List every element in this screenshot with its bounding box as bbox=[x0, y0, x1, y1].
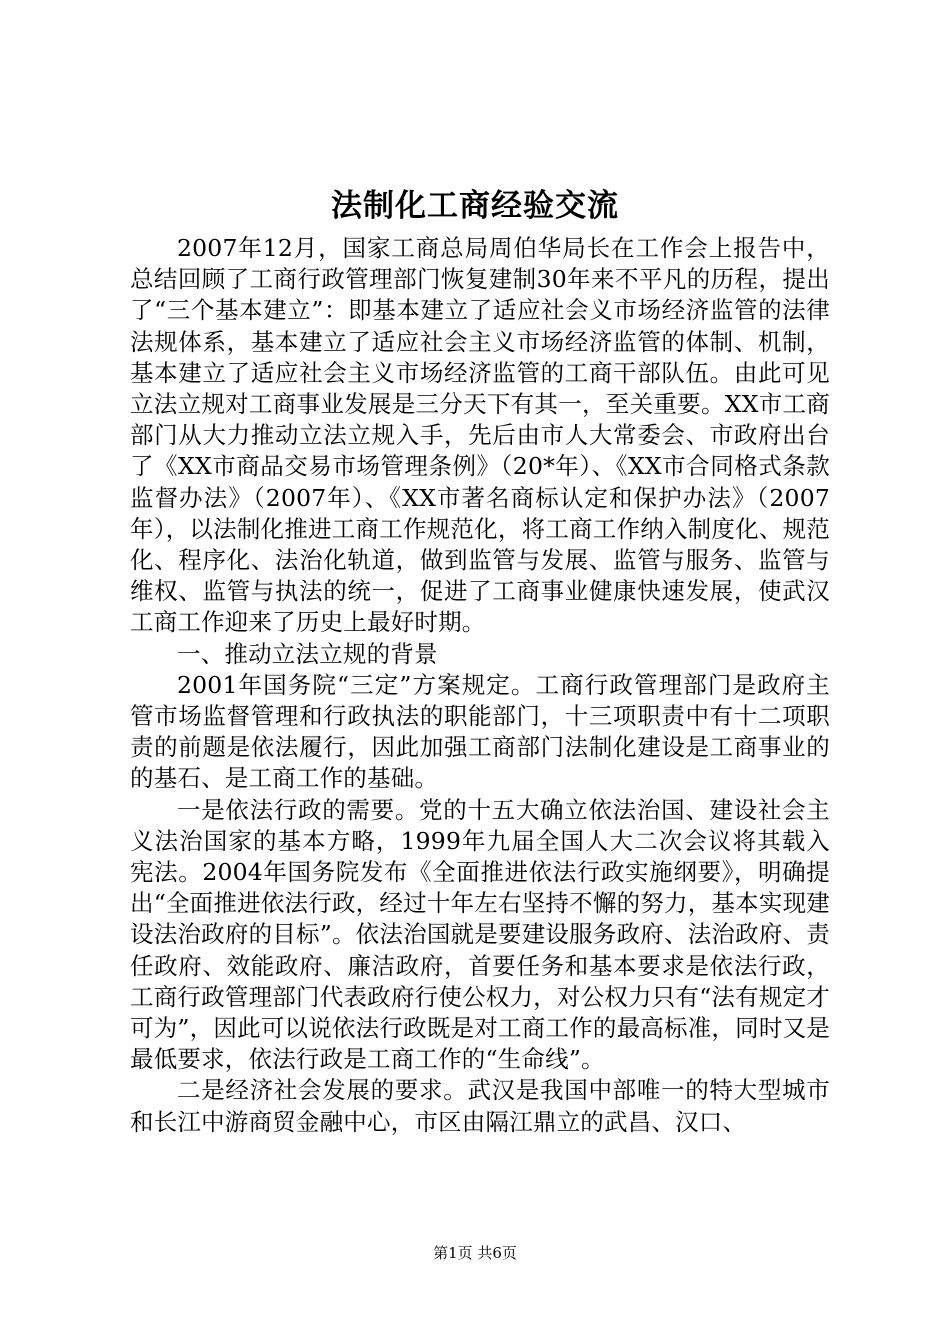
page-footer: 第1页 共6页 bbox=[433, 1244, 517, 1262]
paragraph-intro: 2007年12月，国家工商总局周伯华局长在工作会上报告中，总结回顾了工商行政管理部门恢复建制30年来不平凡的历程，提出了“三个基本建立”：即基本建立了适应社会义市场经济监管的法律法规体系，基本建立了适应社会主义市场经济监管的体制、机制，基本建立了适应社会主义市场经济监管的工商干部队伍。由此可见立法立规对工商事业发展是三分天下有其一，至关重要。XX市工商部门从大力推动立法立规入手，先后由市人大常委会、市政府出台了《XX市商品交易市场管理条例》（20*年）、《XX市合同格式条款监督办法》（2007年）、《XX市著名商标认定和保护办法》（2007年），以法制化推进工商工作规范化，将工商工作纳入制度化、规范化、程序化、法治化轨道，做到监管与发展、监管与服务、监管与维权、监管与执法的统一，促进了工商事业健康快速发展，使武汉工商工作迎来了历史上最好时期。 bbox=[130, 234, 830, 637]
paragraph-economic-development: 二是经济社会发展的要求。武汉是我国中部唯一的特大型城市和长江中游商贸金融中心，市区由隔江鼎立的武昌、汉口、 bbox=[130, 1076, 830, 1136]
document-body bbox=[130, 233, 830, 1138]
section-heading-background: 一、推动立法立规的背景 bbox=[177, 639, 438, 668]
paragraph-state-council: 2001年国务院“三定”方案规定。工商行政管理部门是政府主管市场监督管理和行政执法的职能部门，十三项职责中有十二项职责的前题是依法履行，因此加强工商部门法制化建设是工商事业的的基石、是工商工作的基础。 bbox=[130, 670, 830, 793]
paragraph-rule-of-law: 一是依法行政的需要。党的十五大确立依法治国、建设社会主义法治国家的基本方略，1999年九届全国人大二次会议将其载入宪法。2004年国务院发布《全面推进依法行政实施纲要》，明确提出“全面推进依法行政，经过十年左右坚持不懈的努力，基本实现建设法治政府的目标”。依法治国就是要建设服务政府、法治政府、责任政府、效能政府、廉洁政府，首要任务和基本要求是依法行政，工商行政管理部门代表政府行使公权力，对公权力只有“法有规定才可为”，因此可以说依法行政既是对工商工作的最高标准，同时又是最低要求，依法行政是工商工作的“生命线”。 bbox=[130, 795, 830, 1074]
document-title: 法制化工商经验交流 bbox=[331, 188, 619, 224]
